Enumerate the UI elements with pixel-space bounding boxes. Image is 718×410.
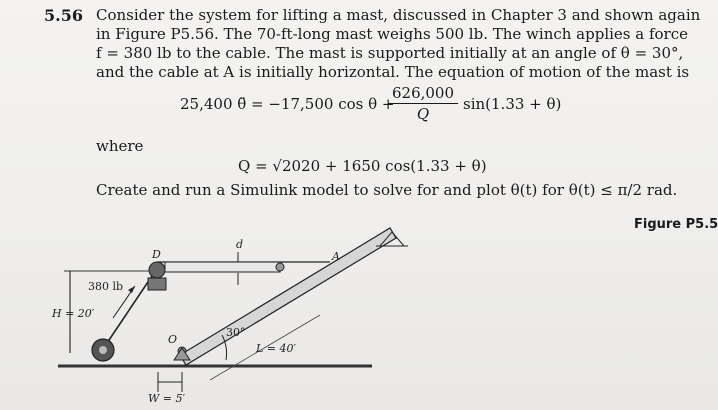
problem-text-line-4: and the cable at A is initially horizontal. The equation of motion of the mast is: [96, 63, 690, 81]
equation-numerator: 626,000: [391, 84, 455, 102]
label-height: H = 20′: [52, 307, 95, 320]
cable-sleeve: [165, 262, 280, 272]
equation-rhs: sin(1.33 + θ): [463, 95, 562, 113]
equation-lhs: 25,400 θ̈ = −17,500 cos θ +: [180, 95, 395, 113]
label-D: D: [152, 248, 161, 261]
problem-text-line-3: f = 380 lb to the cable. The mast is supported initially at an angle of θ = 30°,: [96, 44, 684, 62]
pulley-D: [149, 262, 165, 278]
label-origin: O: [168, 333, 178, 346]
label-width: W = 5′: [148, 392, 186, 405]
label-length: L = 40′: [256, 342, 297, 355]
label-d: d: [236, 238, 244, 251]
figure-label: Figure P5.5: [634, 217, 718, 232]
pulley-post: [148, 278, 166, 290]
equation-q: Q = √2020 + 1650 cos(1.33 + θ): [238, 157, 487, 175]
task-text: Create and run a Simulink model to solve for and plot θ(t) for θ(t) ≤ π/2 rad.: [96, 181, 678, 199]
label-angle: 30°: [226, 326, 246, 339]
force-arrowhead: [128, 286, 135, 293]
problem-number: 5.56: [44, 6, 83, 25]
problem-text-line-1: Consider the system for lifting a mast, discussed in Chapter 3 and shown again: [96, 6, 701, 24]
label-force: 380 lb: [88, 280, 124, 293]
label-A: A: [332, 250, 340, 263]
where-label: where: [96, 137, 144, 155]
problem-text-line-2: in Figure P5.56. The 70-ft-long mast weighs 500 lb. The winch applies a force: [96, 25, 689, 43]
equation-denominator: Q: [416, 105, 430, 123]
cable-end: [276, 263, 284, 271]
winch-hub: [99, 346, 107, 354]
